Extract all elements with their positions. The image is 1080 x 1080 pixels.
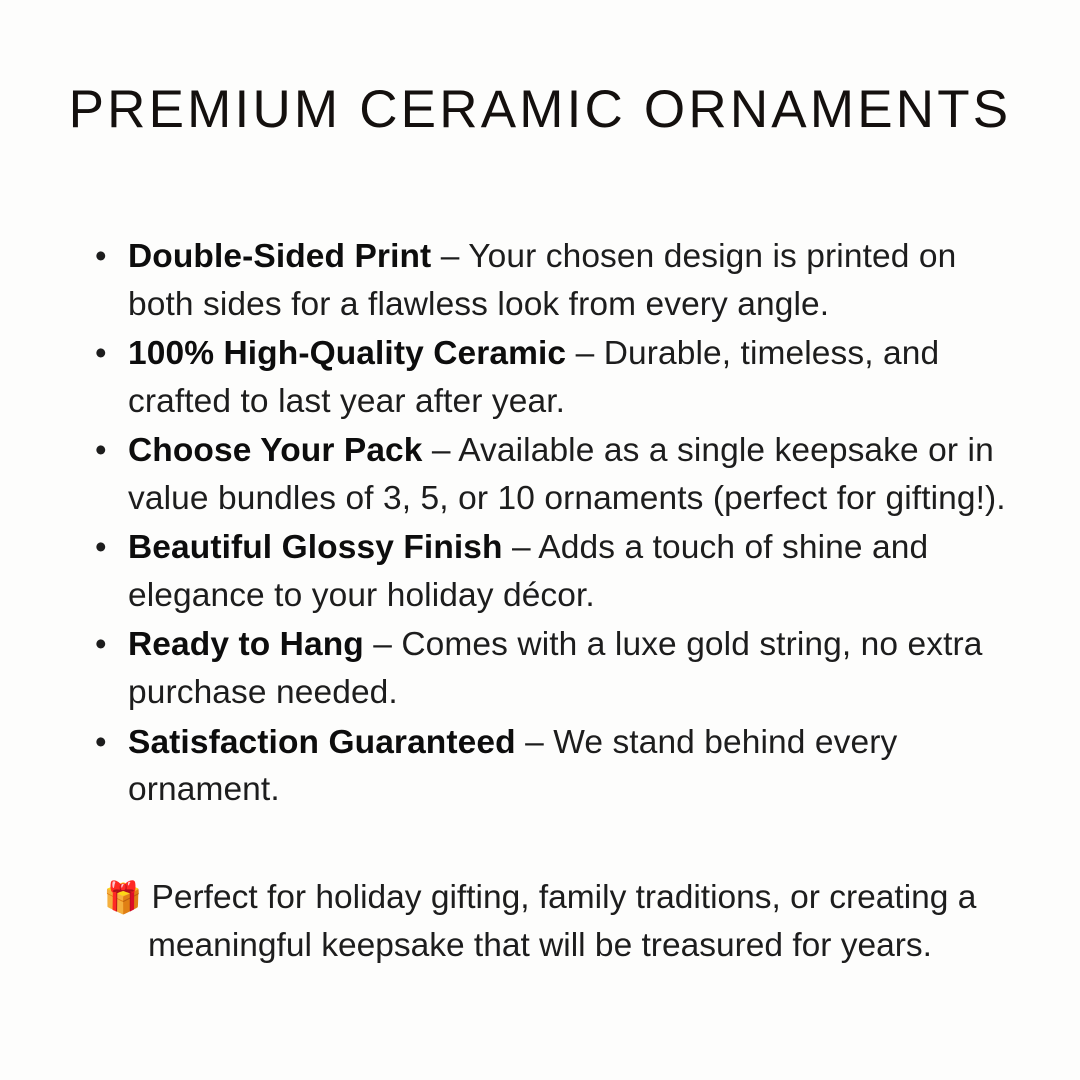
bullet-icon: • (95, 431, 107, 469)
list-item (70, 621, 1010, 716)
feature-description: – Comes with a luxe gold string, no extra purchase needed. (128, 626, 983, 711)
bullet-icon: • (95, 722, 107, 760)
bullet-icon: • (95, 236, 107, 274)
feature-description: – Durable, timeless, and crafted to last year after year. (128, 335, 940, 420)
list-item (70, 719, 1010, 814)
page-title: PREMIUM CERAMIC ORNAMENTS (68, 80, 1012, 139)
feature-lead: Ready to Hang (128, 626, 364, 664)
feature-description: – We stand behind every ornament. (128, 723, 898, 809)
gift-icon: 🎁 (103, 879, 143, 915)
bullet-icon: • (95, 334, 107, 372)
list-item (70, 233, 1010, 328)
list-item (70, 524, 1010, 619)
bullet-icon: • (95, 625, 107, 663)
closing-text: Perfect for holiday gifting, family traditions, or creating a meaningful keepsake that will be treasured for years. (142, 878, 977, 964)
feature-lead: Double-Sided Print (128, 237, 432, 275)
feature-description: – Available as a single keepsake or in value bundles of 3, 5, or 10 ornaments (perfect for gifting!). (128, 432, 1006, 517)
feature-lead: Beautiful Glossy Finish (128, 529, 503, 567)
bullet-icon: • (95, 528, 107, 566)
feature-description: – Your chosen design is printed on both sides for a flawless look from every angle. (128, 237, 957, 323)
feature-lead: 100% High-Quality Ceramic (128, 335, 567, 373)
closing-statement (75, 874, 1005, 970)
feature-description: – Adds a touch of shine and elegance to your holiday décor. (128, 529, 929, 614)
feature-lead: Choose Your Pack (128, 432, 423, 470)
list-item (70, 427, 1010, 522)
list-item (70, 330, 1010, 425)
feature-lead: Satisfaction Guaranteed (128, 723, 516, 761)
feature-list (70, 233, 1010, 816)
